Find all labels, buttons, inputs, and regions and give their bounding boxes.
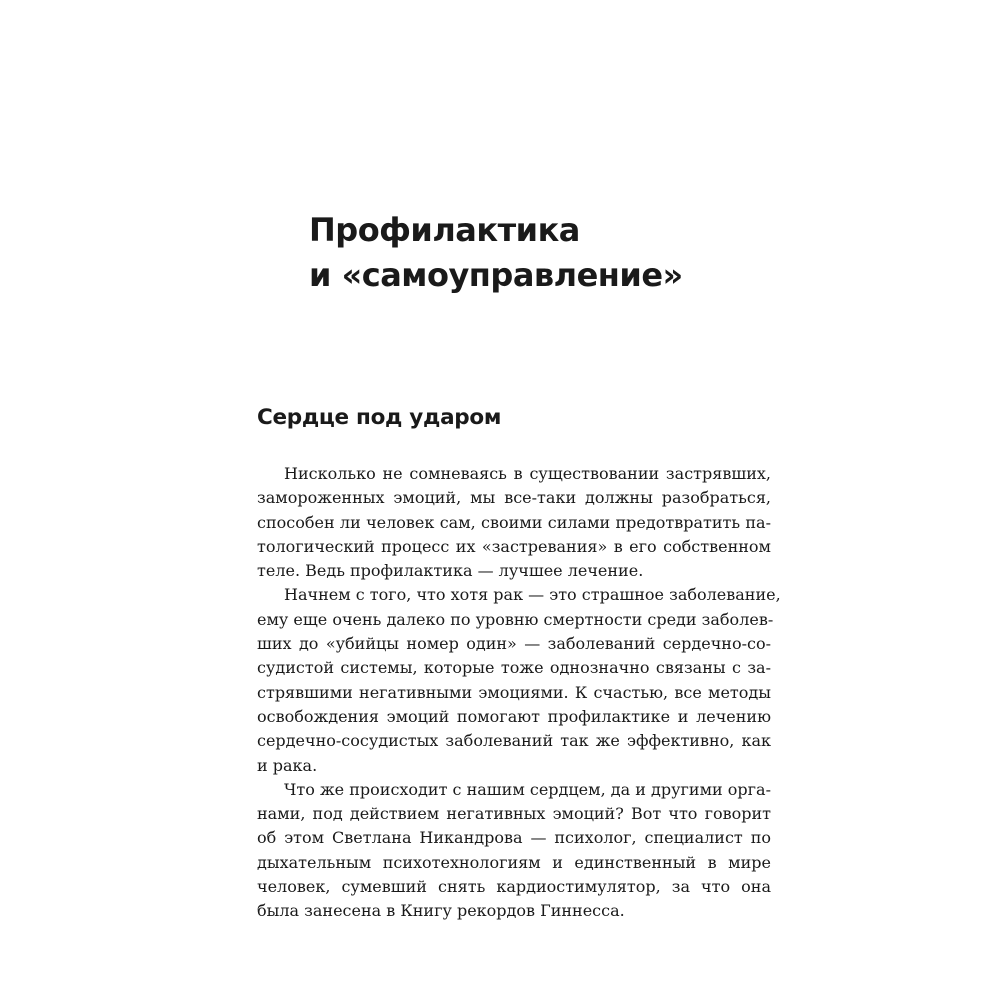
text-line: человек, сумевший снять кардиостимулятор, за что она: [257, 877, 771, 897]
text-line: стрявшими негативными эмоциями. К счастью, все методы: [257, 682, 771, 702]
text-line: Что же происходит с нашим сердцем, да и другими орга-: [284, 779, 771, 799]
body-text: [257, 462, 781, 924]
text-line: освобождения эмоций помогают профилактике и лечению: [257, 706, 771, 726]
chapter-title: [309, 208, 683, 298]
text-line: замороженных эмоций, мы все-таки должны разобраться,: [257, 488, 771, 508]
text-line: сердечно-сосудистых заболеваний так же эффективно, как: [257, 731, 771, 751]
text-line: об этом Светлана Никандрова — психолог, специалист по: [257, 828, 771, 848]
text-line: Нисколько не сомневаясь в существовании застрявших,: [284, 464, 771, 483]
section-heading: Сердце под ударом: [257, 405, 502, 430]
text-line: судистой системы, которые тоже однозначно связаны с за-: [257, 658, 771, 678]
text-line: была занесена в Книгу рекордов Гиннесса.: [257, 901, 625, 921]
text-line: и рака.: [257, 755, 318, 775]
text-line: дыхательным психотехнологиям и единственный в мире: [257, 852, 771, 872]
chapter-title-line-1: Профилактика: [309, 211, 580, 249]
text-line: ших до «убийцы номер один» — заболеваний сердечно-со-: [257, 634, 771, 654]
text-line: ему еще очень далеко по уровню смертности среди заболев-: [257, 609, 774, 629]
text-line: теле. Ведь профилактика — лучшее лечение.: [257, 561, 644, 581]
text-line: способен ли человек сам, своими силами предотвратить па-: [257, 512, 771, 532]
paragraph-1: [257, 462, 771, 583]
chapter-title-line-2: и «самоуправление»: [309, 256, 683, 294]
paragraph-2: [257, 583, 781, 777]
text-line: тологический процесс их «застревания» в его собственном: [257, 536, 771, 556]
text-line: нами, под действием негативных эмоций? Вот что говорит: [257, 804, 771, 824]
text-line: Начнем с того, что хотя рак — это страшное заболевание,: [284, 585, 781, 605]
paragraph-3: [257, 778, 771, 924]
